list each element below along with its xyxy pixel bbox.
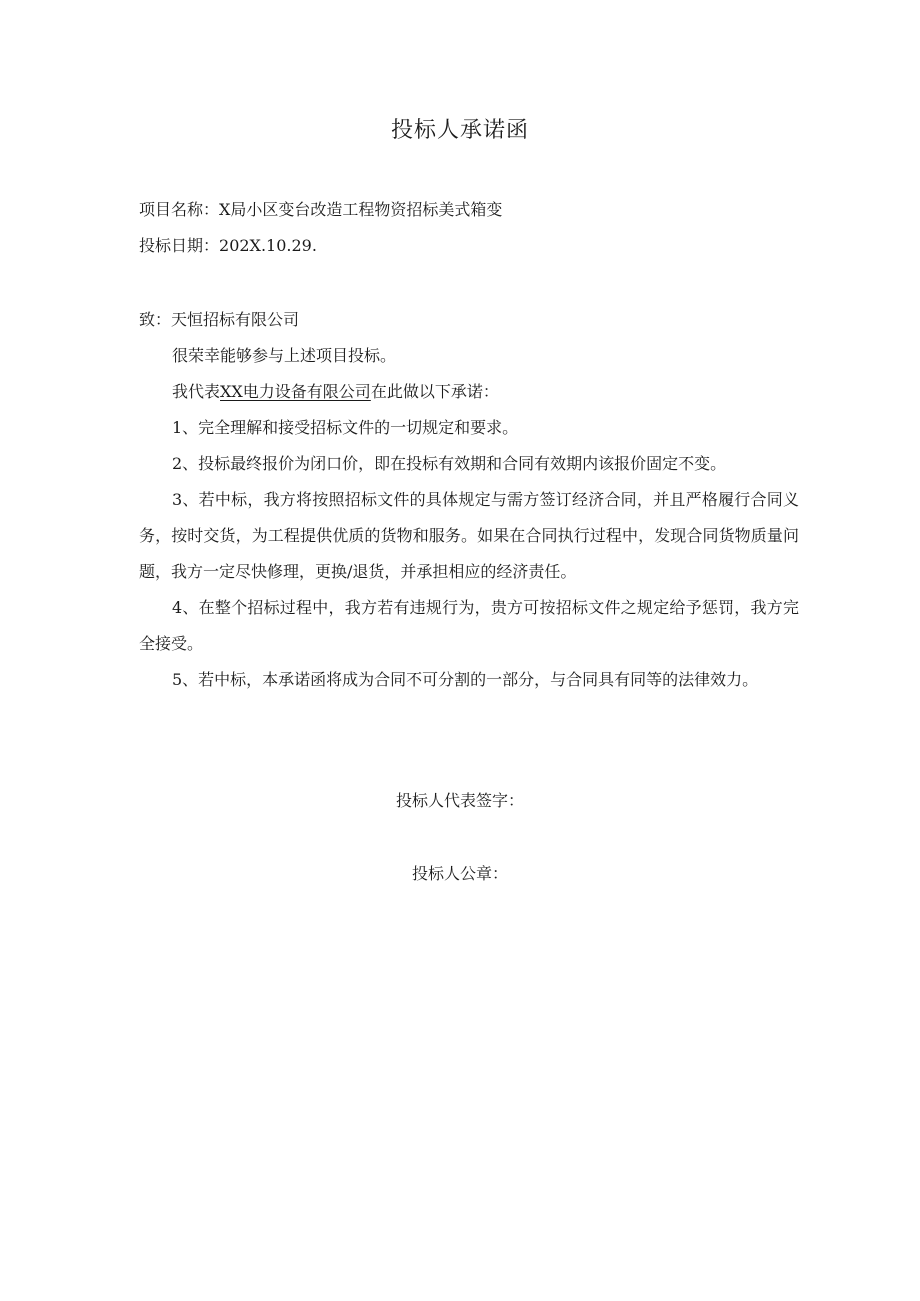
recipient-line bbox=[139, 302, 799, 338]
recipient-name: 天恒招标有限公司 bbox=[171, 310, 300, 329]
intro-paragraph: 很荣幸能够参与上述项目投标。 bbox=[172, 346, 397, 365]
commitment-item-2: 2、投标最终报价为闭口价，即在投标有效期和合同有效期内该报价固定不变。 bbox=[172, 454, 727, 473]
representation-suffix: 在此做以下承诺： bbox=[370, 382, 499, 401]
meta-block bbox=[139, 192, 799, 264]
company-seal-label: 投标人公章： bbox=[411, 864, 508, 883]
letter-body bbox=[139, 302, 799, 698]
commitment-item-1: 1、完全理解和接受招标文件的一切规定和要求。 bbox=[172, 418, 519, 437]
project-name-line bbox=[139, 192, 799, 228]
commitment-item-4: 4、在整个招标过程中，我方若有违规行为，贵方可按招标文件之规定给予惩罚，我方完全接受。 bbox=[139, 598, 799, 653]
recipient-label: 致： bbox=[139, 310, 172, 329]
bid-date-label: 投标日期： bbox=[139, 236, 220, 255]
project-name-label: 项目名称： bbox=[139, 200, 220, 219]
representative-signature-label: 投标人代表签字： bbox=[395, 791, 524, 810]
representation-line bbox=[139, 374, 799, 410]
bid-date-value: 202X.10.29. bbox=[219, 236, 317, 255]
bid-date-line bbox=[139, 228, 799, 264]
commitment-item-5: 5、若中标，本承诺函将成为合同不可分割的一部分，与合同具有同等的法律效力。 bbox=[172, 670, 759, 689]
representation-prefix: 我代表 bbox=[172, 382, 221, 401]
bidder-company-name: XX电力设备有限公司 bbox=[220, 382, 371, 401]
project-name-value: X局小区变台改造工程物资招标美式箱变 bbox=[219, 200, 503, 219]
commitment-item-3: 3、若中标，我方将按照招标文件的具体规定与需方签订经济合同，并且严格履行合同义务，按时交货，为工程提供优质的货物和服务。如果在合同执行过程中，发现合同货物质量问题，我方一定尽快修理，更换/退货，并承担相应的经济责任。 bbox=[139, 490, 799, 581]
document-title: 投标人承诺函 bbox=[390, 118, 529, 143]
